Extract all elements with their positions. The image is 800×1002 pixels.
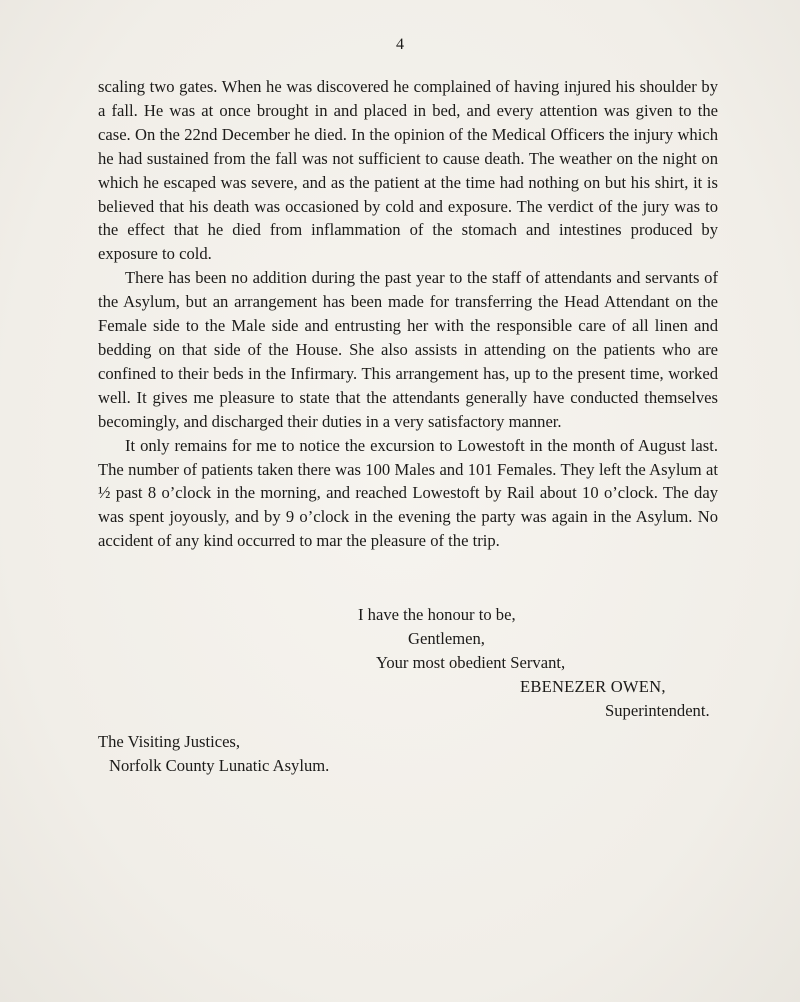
letter-closing [98,603,718,723]
paragraph-2: There has been no addition during the past year to the staff of attendants and servants of the Asylum, but an arrangement has been made for transferring the Head Attendant on the Female side to the Male side and entrusting her with the responsible care of all linen and bedding on that side of the House. She also assists in attending on the patients who are confined to their beds in the Infirmary. This arrangement has, up to the present time, worked well. It gives me pleasure to state that the attendants generally have conducted themselves becomingly, and discharged their duties in a very satisfactory manner. [98,268,718,431]
closing-line-3: Your most obedient Servant, [376,652,566,672]
addressee-line-2: Norfolk County Lunatic Asylum. [109,755,330,775]
addressee-line-1: The Visiting Justices, [98,732,241,751]
addressee-block [98,730,329,778]
closing-line-1: I have the honour to be, [358,605,516,624]
closing-line-2: Gentlemen, [408,628,485,648]
signature-title: Superintendent. [605,700,710,720]
paragraph-3: It only remains for me to notice the excursion to Lowestoft in the month of August last. The number of patients taken there was 100 Males and 101 Females. They left the Asylum at ½ past 8 o’clock in the morning, and reached Lowestoft by Rail about 10 o’clock. The day was spent joyously, and by 9 o’clock in the evening the party was again in the Asylum. No accident of any kind occurred to mar the pleasure of the trip. [98,435,718,551]
paragraph-1: scaling two gates. When he was discovered he complained of having injured his shoulder by a fall. He was at once brought in and placed in bed, and every attention was given to the case. On the 22nd December he died. In the opinion of the Medical Officers the injury which he had sustained from the fall was not sufficient to cause death. The weather on the night on which he escaped was severe, and as the patient at the time had nothing on but his shirt, it is believed that his death was occasioned by cold and exposure. The verdict of the jury was to the effect that he died from inflammation of the stomach and intestines produced by exposure to cold. [98,77,718,264]
body-text [98,75,718,553]
page-number: 4 [396,36,404,53]
signature-name: EBENEZER OWEN, [520,676,666,696]
